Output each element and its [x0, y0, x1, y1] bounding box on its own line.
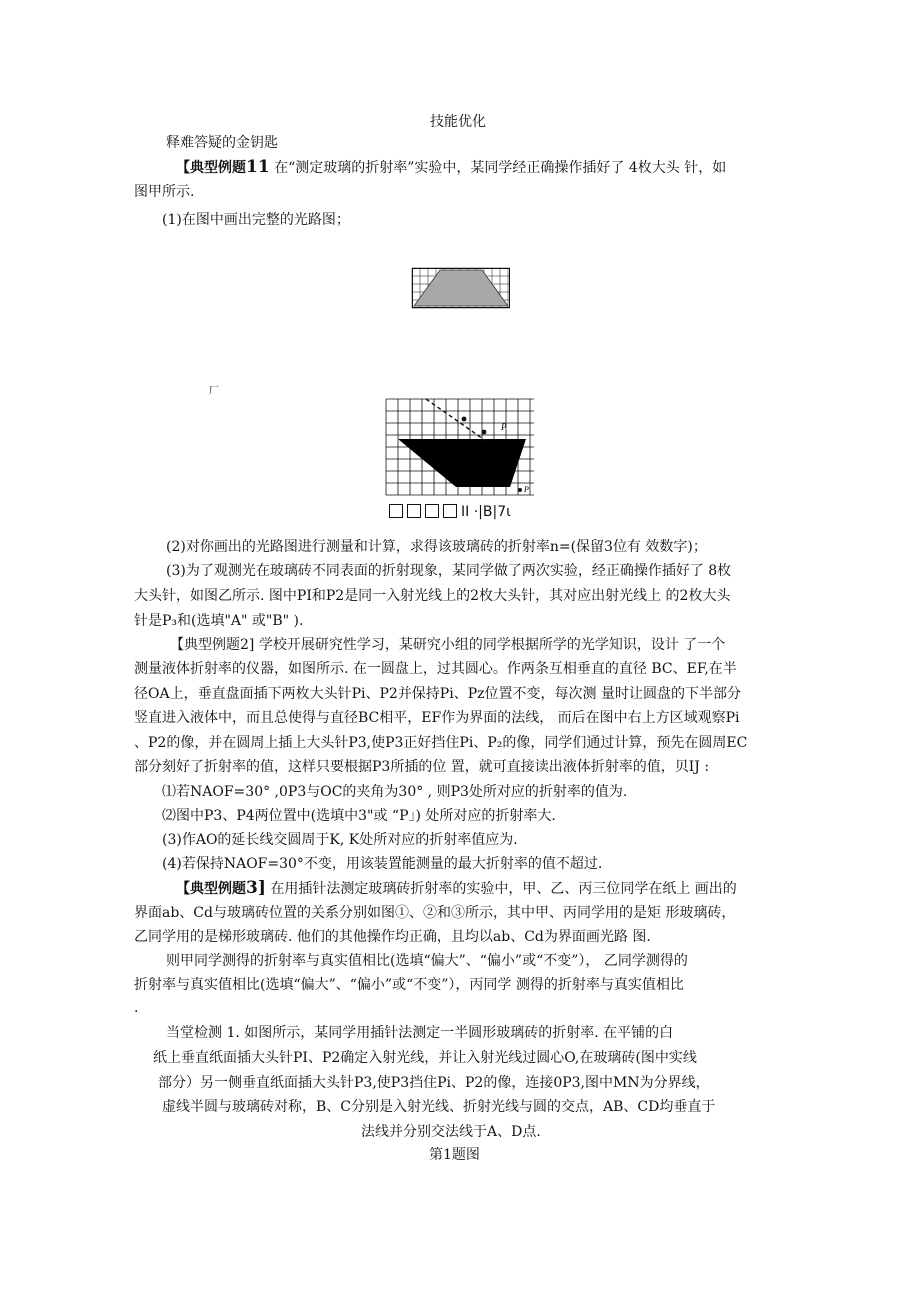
- figure1-caption: 第1题图: [429, 1147, 480, 1163]
- example3-line6: .: [134, 1000, 139, 1016]
- example2-line2: 测量液体折射率的仪器，如图所示. 在一圆盘上，过其圆心。作两条互相垂直的直径 BC、EF,在半: [134, 661, 737, 677]
- caption-box-4: [443, 504, 457, 518]
- caption-box-3: [425, 504, 439, 518]
- caption-box-1: [389, 504, 403, 518]
- example3-text: 在用插针法测定玻璃砖折射率的实验中，甲、乙、丙三位同学在纸上 画出的: [265, 881, 737, 897]
- example1-question3-line1: (3)为了观测光在玻璃砖不同表面的折射现象，某同学做了两次实验，经正确操作插好了 8枚: [166, 563, 732, 579]
- example3-line3: 乙同学用的是梯形玻璃砖. 他们的其他操作均正确，且均以ab、Cd为界面画光路 图.: [134, 929, 651, 945]
- caption-box-2: [407, 504, 421, 518]
- example1-line1: [176, 157, 726, 178]
- light-path-figure: [386, 399, 536, 496]
- example2-line5: 、P2的像，并在圆周上插上大头针P3,使P3正好挡住Pi、P₂的像，同学们通过计算，预先在圆周EC: [134, 735, 748, 751]
- example1-number: 11: [246, 157, 270, 177]
- page-title: 技能优化: [430, 114, 486, 130]
- check-line3: 部分）另一侧垂直纸面插大头针P3,使P3挡住Pi、P2的像，连接0P3,图中MN为分界线，: [158, 1075, 710, 1091]
- trapezoid-figure: [412, 268, 510, 308]
- example3-line2: 界面ab、Cd与玻璃砖位置的关系分别如图①、②和③所示，其中甲、丙同学用的是矩 形玻璃砖，: [134, 905, 736, 921]
- example2-question4: (4)若保持NAOF=30°不变，用该装置能测量的最大折射率的值不超过.: [162, 856, 603, 872]
- caption-text: II ·|B|7ι: [461, 504, 511, 520]
- example1-question1: (1)在图中画出完整的光路图；: [162, 212, 350, 228]
- example2-line4: 竖直进入液体中，而且总使得与直径BC相平，EF作为界面的法线， 而后在图中右上方区域观察Pi: [134, 710, 740, 726]
- pin-label-p-bottom: P: [524, 485, 529, 494]
- example3-line4: 则甲同学测得的折射率与真实值相比(选填“偏大”、“偏小”或“不变”）， 乙同学测得的: [166, 953, 688, 969]
- example2-question3: (3)作AO的延长线交圆周于K, K处所对应的折射率值应为.: [162, 832, 518, 848]
- example3-label: 【典型例题: [176, 881, 246, 897]
- section-subtitle: 释难答疑的金钥匙: [166, 135, 278, 151]
- pin-dot-2: [482, 430, 487, 435]
- check-line5: 法线并分别交法线于A、D点.: [361, 1124, 541, 1140]
- example3-line5: 折射率与真实值相比(选填“偏大”、“偏小”或“不变”），丙同学 测得的折射率与真实值相比: [134, 977, 684, 993]
- example2-line6: 部分刻好了折射率的值，这样只要根据P3所插的位 置，就可直接读出液体折射率的值，贝IJ :: [134, 759, 710, 775]
- stray-mark: 厂: [209, 386, 219, 397]
- figure-caption-row: [389, 502, 511, 522]
- example1-question2: (2)对你画出的光路图进行测量和计算，求得该玻璃砖的折射率n=(保留3位有 效数字)；: [166, 539, 707, 555]
- example1-text: 在“测定玻璃的折射率”实验中，某同学经正确操作插好了 4枚大头 针，如: [269, 160, 727, 176]
- example1-question3-line2: 大头针，如图乙所示. 图中PI和P2是同一入射光线上的2枚大头针，其对应出射光线上 的2枚大头: [134, 588, 731, 604]
- example2-line3: 径OA上，垂直盘面插下两枚大头针Pi、P2并保持Pi、Pz位置不变，每次测 量时让圆盘的下半部分: [134, 686, 741, 702]
- pin-dot-1: [462, 417, 467, 422]
- example2-line1: 【典型例题2] 学校开展研究性学习，某研究小组的同学根据所学的光学知识，设计 了一个: [170, 637, 726, 653]
- example1-line2: 图甲所示.: [134, 184, 195, 200]
- pin-dot-3: [518, 488, 522, 492]
- example2-question2: ⑵图中P3、P4两位置中(选填中3"或 “P」) 处所对应的折射率大.: [162, 808, 556, 824]
- example3-number: 3]: [246, 878, 266, 898]
- check-line4: 虚线半圆与玻璃砖对称，B、C分别是入射光线、折射光线与圆的交点，AB、CD均垂直于: [162, 1099, 716, 1115]
- pin-label-p: P: [501, 422, 507, 432]
- check-line2: 纸上垂直纸面插大头针PI、P2确定入射光线，并让入射光线过圆心O,在玻璃砖(图中实线: [153, 1050, 697, 1066]
- glass-brick-solid: [398, 439, 526, 487]
- example1-question3-line3: 针是P₃和(选填"A" 或"B" ).: [134, 613, 304, 629]
- check-line1: 当堂检测 1. 如图所示，某同学用插针法测定一半圆形玻璃砖的折射率. 在平铺的白: [166, 1025, 674, 1041]
- example1-label: 【典型例题: [176, 160, 246, 176]
- example3-line1: [176, 878, 737, 899]
- example2-question1: ⑴若NAOF=30° ,0P3与OC的夹角为30° , 则P3处所对应的折射率的值为.: [162, 784, 628, 800]
